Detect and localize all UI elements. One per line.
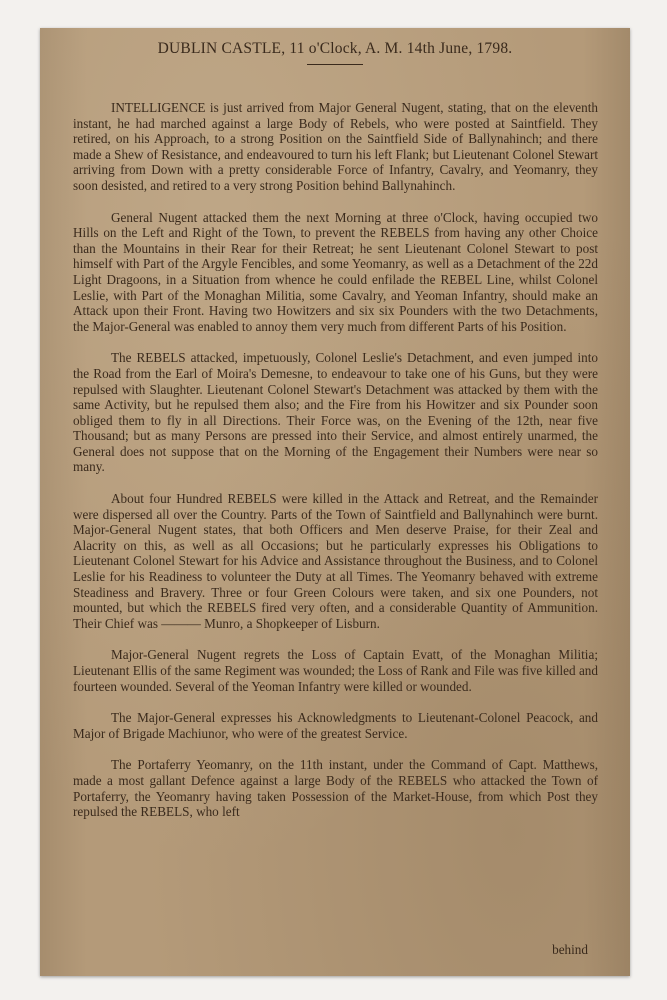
dateline: DUBLIN CASTLE, 11 o'Clock, A. M. 14th June, 1798.	[157, 40, 513, 57]
paragraph-casualties: About four Hundred REBELS were killed in the Attack and Retreat, and the Remainder were dispersed all over the Country. Parts of the Town of Saintfield and Ballynahinch were burnt. Major-General Nugent states, that both Officers and Men deserve Praise, for their Zeal and Alacrity on this, as well as all Occasions; but he particularly expresses his Obligations to Lieutenant Colonel Stewart for his Advice and Assistance throughout the Business, and to Colonel Leslie for his Readiness to volunteer the Duty at all Times. The Yeomanry behaved with extreme Steadiness and Bravery. Three or four Green Colours were taken, and six one Pounders, not mounted, but which the REBELS fired very often, and a considerable Quantity of Ammunition. Their Chief was ——— Munro, a Shopkeeper of Lisburn.	[73, 491, 598, 631]
dateline-header	[40, 40, 630, 65]
paragraph-intelligence: INTELLIGENCE is just arrived from Major General Nugent, stating, that on the eleventh instant, he had marched against a large Body of Rebels, who were posted at Saintfield. They retired, on his Approach, to a strong Position on the Saintfield Side of Ballynahinch; and there made a Shew of Resistance, and endeavoured to turn his left Flank; but Lieutenant Colonel Stewart arriving from Down with a pretty considerable Force of Infantry, Cavalry, and Yeomanry, they soon desisted, and retired to a very strong Position behind Ballynahinch.	[73, 100, 598, 193]
paragraph-losses: Major-General Nugent regrets the Loss of Captain Evatt, of the Monaghan Militia; Lieutenant Ellis of the same Regiment was wounded; the Loss of Rank and File was five killed and fourteen wounded. Several of the Yeoman Infantry were killed or wounded.	[73, 647, 598, 694]
paragraph-rebels-attacked: The REBELS attacked, impetuously, Colonel Leslie's Detachment, and even jumped into the Road from the Earl of Moira's Demesne, to endeavour to take one of his Guns, but they were repulsed with Slaughter. Lieutenant Colonel Stewart's Detachment was attacked by them with the same Activity, but he repulsed them also; and the Fire from his Howitzer and six Pounder soon obliged them to fly in all Directions. Their Force was, on the Evening of the 12th, near five Thousand; but as many Persons are pressed into their Service, and almost entirely unarmed, the General does not suppose that on the Morning of the Engagement their Numbers were near so many.	[73, 350, 598, 475]
broadside-sheet	[40, 28, 630, 976]
header-rule	[307, 64, 363, 65]
article-body	[73, 100, 598, 820]
paragraph-portaferry: The Portaferry Yeomanry, on the 11th instant, under the Command of Capt. Matthews, made a most gallant Defence against a large Body of the REBELS who attacked the Town of Portaferry, the Yeomanry having taken Possession of the Market-House, from which Post they repulsed the REBELS, who left	[73, 757, 598, 820]
paragraph-acknowledgments: The Major-General expresses his Acknowledgments to Lieutenant-Colonel Peacock, and Major of Brigade Machiunor, who were of the greatest Service.	[73, 710, 598, 741]
catchword: behind	[552, 942, 588, 957]
paragraph-attack: General Nugent attacked them the next Morning at three o'Clock, having occupied two Hills on the Left and Right of the Town, to prevent the REBELS from having any other Choice than the Mountains in their Rear for their Retreat; he sent Lieutenant Colonel Stewart to post himself with Part of the Argyle Fencibles, and some Yeomanry, as well as a Detachment of the 22d Light Dragoons, in a Situation from whence he could enfilade the REBEL Line, whilst Colonel Leslie, with Part of the Monaghan Militia, some Cavalry, and Yeoman Infantry, should make an Attack upon their Front. Having two Howitzers and six six Pounders with the two Detachments, the Major-General was enabled to annoy them very much from different Parts of his Position.	[73, 209, 598, 334]
